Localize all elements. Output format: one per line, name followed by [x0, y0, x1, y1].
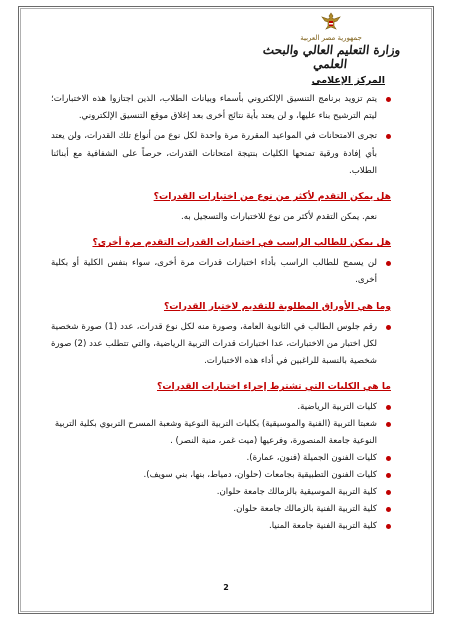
page-number: 2	[223, 583, 229, 592]
faq-question-1: هل يمكن التقدم لأكثر من نوع من اختبارات القدرات؟	[153, 191, 391, 203]
list-item: كليات الفنون التطبيقية بجامعات (حلوان، دمياط، بنها، بني سويف).	[51, 467, 391, 484]
section-title: المركز الإعلامي	[311, 75, 385, 86]
intro-paragraph-1: يتم تزويد برنامج التنسيق الإلكتروني بأسماء وبيانات الطلاب، الذين اجتازوا هذه الاختبارات؛ ليتم الترشيح بناء عليها، و لن يعتد بأية نتائج أخرى بعد إغلاق موقع التنسيق الإلكتروني.	[51, 91, 391, 125]
colleges-list	[51, 399, 391, 535]
list-item: كلية التربية الفنية بالزمالك جامعة حلوان.	[51, 501, 391, 518]
bullet-icon	[386, 524, 391, 529]
eagle-emblem-icon	[320, 11, 342, 33]
faq-answer-3: رقم جلوس الطالب في الثانوية العامة، وصورة منه لكل نوع قدرات، عدد (1) صورة شخصية لكل اختبار من الاختبارات، عدا اختبارات قدرات التربية الرياضية، والتي تتطلب عدد (2) صورة شخصية بالنسبة للراغبين في أداء هذه الاختبارات.	[51, 319, 391, 371]
list-item: كليات الفنون الجميلة (فنون، عمارة).	[51, 450, 391, 467]
document-content	[51, 91, 391, 535]
faq-answer-2: لن يسمح للطالب الراسب بأداء اختبارات قدرات مرة أخرى، سواء بنفس الكلية أو بكلية أخرى.	[51, 255, 391, 289]
ministry-header	[251, 11, 411, 73]
colleges-question: ما هي الكليات التي تشترط إجراء اختبارات القدرات؟	[156, 381, 391, 393]
faq-question-2: هل يمكن للطالب الراسب في اختبارات القدرات التقدم مرة أخرى؟	[92, 237, 391, 249]
bullet-icon	[386, 456, 391, 461]
bullet-icon	[386, 405, 391, 410]
list-item: كلية التربية الموسيقية بالزمالك جامعة حلوان.	[51, 484, 391, 501]
bullet-icon	[386, 473, 391, 478]
list-item: كليات التربية الرياضية.	[51, 399, 391, 416]
faq-question-3: وما هي الأوراق المطلوبة للتقديم لاختبار القدرات؟	[163, 300, 391, 312]
intro-paragraph-2: تجرى الامتحانات في المواعيد المقررة مرة واحدة لكل نوع من أنواع تلك القدرات، ولن يعتد بأي إفادة ورقية تمنحها الكليات بنتيجة امتحانات القدرات، حرصاً على الشفافية مع أبنائنا الطلاب.	[51, 128, 391, 180]
bullet-icon	[386, 134, 391, 139]
list-item: كلية التربية الفنية جامعة المنيا.	[51, 518, 391, 535]
faq-answer-1: نعم. يمكن التقدم لأكثر من نوع للاختبارات والتسجيل به.	[181, 212, 377, 223]
bullet-icon	[386, 490, 391, 495]
bullet-icon	[386, 261, 391, 266]
bullet-icon	[386, 422, 391, 427]
list-item: شعبتا التربية (الفنية والموسيقية) بكليات التربية النوعية وشعبة المسرح التربوي بكلية التربية النوعية جامعة المنصورة، وفرعيها (ميت غمر، منية النصر) .	[51, 416, 391, 450]
bullet-icon	[386, 97, 391, 102]
bullet-icon	[386, 325, 391, 330]
bullet-icon	[386, 507, 391, 512]
document-page	[18, 6, 434, 614]
republic-line: جمهورية مصر العربية	[300, 34, 362, 42]
ministry-name: وزارة التعليم العالي والبحث العلمي	[262, 43, 402, 71]
